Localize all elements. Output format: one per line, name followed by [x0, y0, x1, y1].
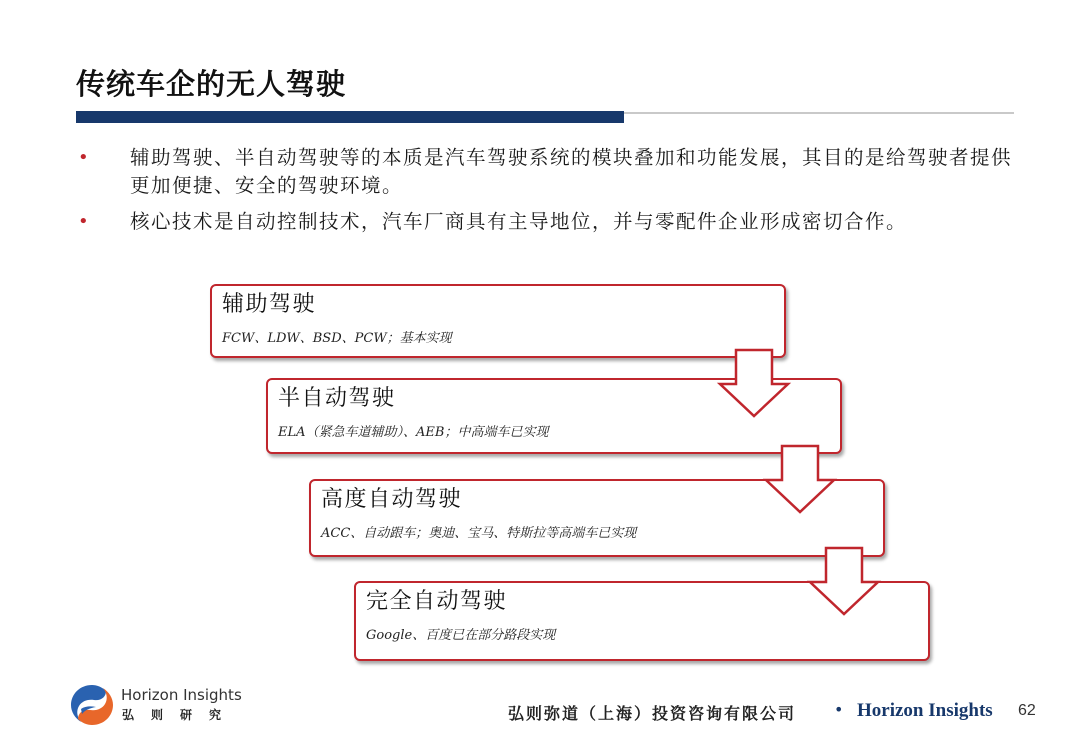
- bullet-text: 核心技术是自动控制技术，汽车厂商具有主导地位，并与零配件企业形成密切合作。: [130, 210, 908, 233]
- bullet-marker: •: [78, 211, 91, 232]
- stage-description: ACC、自动跟车；奥迪、宝马、特斯拉等高端车已实现: [321, 526, 637, 541]
- footer-company-name: 弘则弥道（上海）投资咨询有限公司: [508, 704, 797, 723]
- stage-title: 高度自动驾驶: [321, 487, 463, 512]
- down-arrow-icon: [806, 546, 882, 616]
- down-arrow-icon: [762, 444, 838, 514]
- bullet-item: [78, 208, 1018, 236]
- title-underline-bar: [76, 111, 624, 123]
- bullet-list: [78, 144, 1018, 244]
- bullet-marker: •: [78, 147, 91, 168]
- bullet-text: 辅助驾驶、半自动驾驶等的本质是汽车驾驶系统的模块叠加和功能发展，其目的是给驾驶者提供更加便捷、安全的驾驶环境。: [130, 146, 1013, 197]
- footer-separator: •: [834, 700, 844, 719]
- stage-title: 完全自动驾驶: [366, 589, 508, 614]
- page-number: 62: [1018, 702, 1036, 719]
- title-underline-rule: [624, 112, 1014, 114]
- stage-title: 半自动驾驶: [278, 386, 396, 411]
- logo-text-chinese: 弘则研究: [122, 708, 239, 722]
- stage-description: Google、百度已在部分路段实现: [366, 628, 556, 643]
- bullet-item: [78, 144, 1018, 200]
- stage-box-assisted-driving: [210, 284, 786, 358]
- stage-title: 辅助驾驶: [222, 292, 317, 317]
- logo-text-english: Horizon Insights: [121, 686, 242, 704]
- stage-description: FCW、LDW、BSD、PCW；基本实现: [222, 331, 452, 346]
- stage-description: ELA（紧急车道辅助）、AEB；中高端车已实现: [278, 425, 549, 440]
- page-title: 传统车企的无人驾驶: [76, 67, 347, 101]
- footer-brand: Horizon Insights: [857, 700, 993, 721]
- down-arrow-icon: [716, 348, 792, 418]
- horizon-insights-logo: [68, 682, 116, 728]
